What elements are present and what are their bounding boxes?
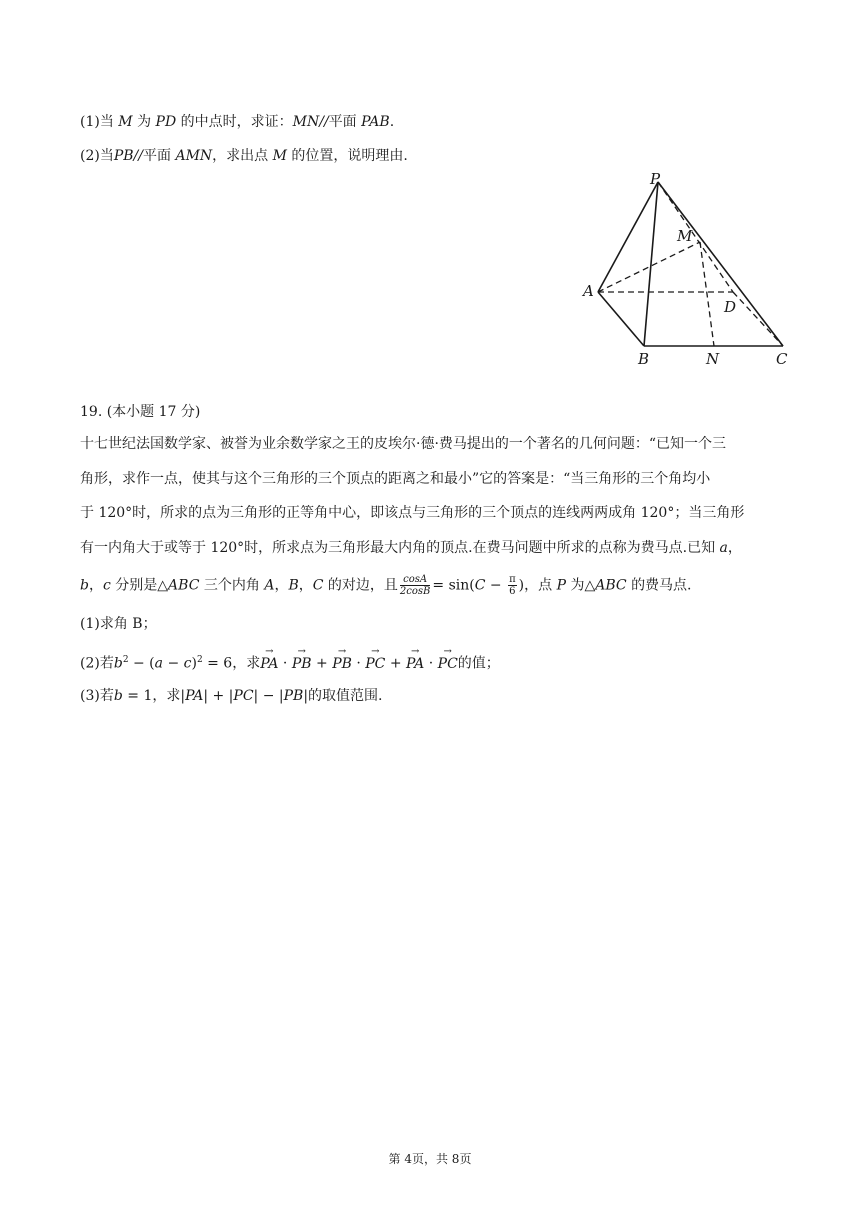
edge-PD (658, 182, 733, 292)
fraction-cosA-over-2cosB: $\frac{\cos A}{2\cos B}$ (399, 574, 431, 597)
label-M: M (677, 227, 693, 245)
q19-paragraph-line-2: 角形，求作一点，使其与这个三角形的三个顶点的距离之和最小”它的答案是：“当三角形的三个角均小 (80, 471, 711, 487)
q19-sub1: (1)求角 B； (80, 616, 157, 632)
q19-paragraph-line-4: 有一内角大于或等于 120°时，所求点为三角形最大内角的顶点.在费马问题中所求的点称为费马点.已知 a， (80, 540, 742, 556)
q19-paragraph-line-1: 十七世纪法国数学家、被誉为业余数学家之王的皮埃尔·德·费马提出的一个著名的几何问题：“已知一个三 (80, 436, 727, 452)
q19-header: 19. (本小题 17 分) (80, 404, 201, 420)
q18-part1: (1)当 M 为 PD 的中点时，求证：MN//平面 PAB. (80, 114, 395, 130)
edge-PA (598, 182, 658, 292)
q18-part2: (2)当PB//平面 AMN，求出点 M 的位置，说明理由. (80, 148, 408, 164)
edge-PC (658, 182, 783, 346)
edge-AB (598, 292, 644, 346)
edge-DC (733, 292, 783, 346)
label-P: P (650, 170, 661, 188)
label-N: N (706, 350, 720, 368)
q19-sub3: (3)若b = 1，求|PA| + |PC| − |PB|的取值范围. (80, 688, 383, 704)
q19-paragraph-line-5: b，c 分别是△ABC 三个内角 A，B，C 的对边，且 $\frac{\cos A}{2\cos B}$ = sin(C − $\frac{\pi}{6}$ )，点 P 为△ABC 的费马点. (80, 574, 692, 597)
label-D: D (724, 298, 737, 316)
q19-paragraph-line-3: 于 120°时，所求的点为三角形的正等角中心，即该点与三角形的三个顶点的连线两两成角 120°；当三角形 (80, 505, 745, 521)
label-A: A (583, 282, 594, 300)
pyramid-figure (578, 170, 818, 370)
label-C: C (776, 350, 788, 368)
label-B: B (638, 350, 650, 368)
page-footer: 第 4页，共 8页 (388, 1152, 472, 1166)
q19-sub2: (2)若$b^2 - (a - c)^2 = 6$，求→ PA · → PB + → PB · → PC + → PA · → PC的值； (80, 650, 500, 674)
fraction-pi-over-6: $\frac{\pi}{6}$ (509, 574, 516, 597)
segment-MN (700, 242, 714, 346)
